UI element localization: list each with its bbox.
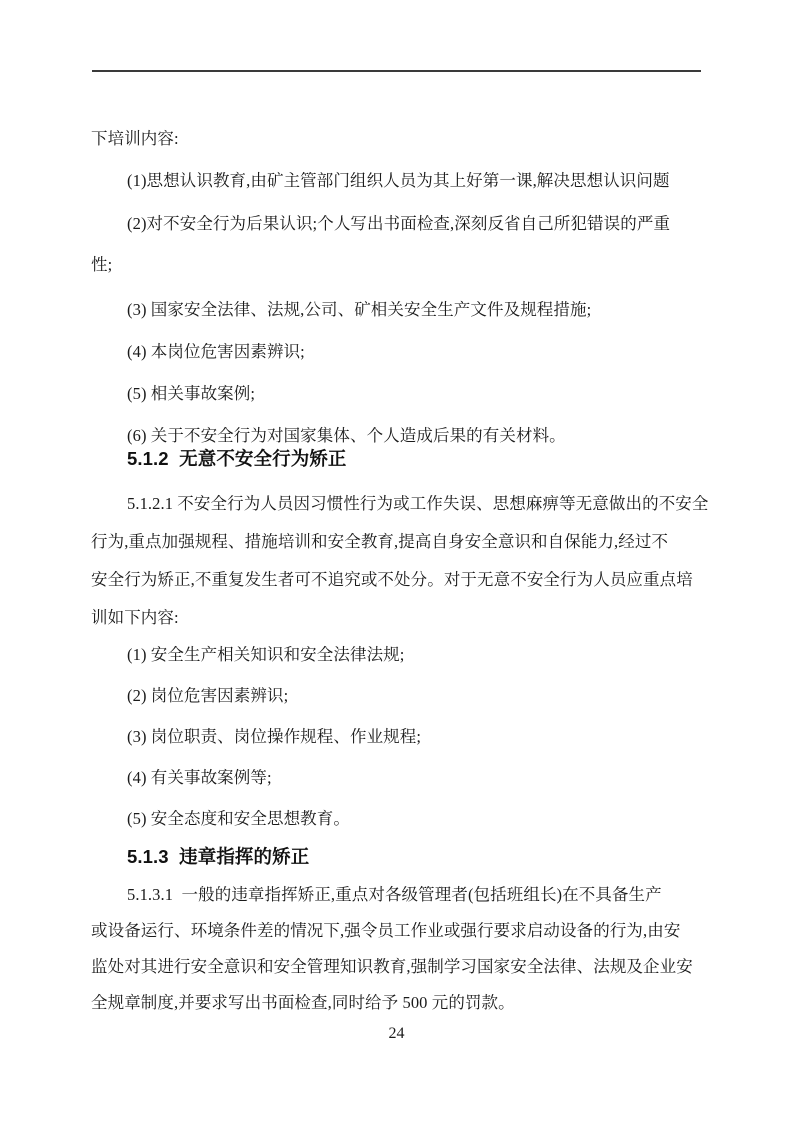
list-item: (3) 岗位职责、岗位操作规程、作业规程; xyxy=(127,727,422,746)
text-line: 行为,重点加强规程、措施培训和安全教育,提高自身安全意识和自保能力,经过不 xyxy=(91,532,669,551)
list-item: (1)思想认识教育,由矿主管部门组织人员为其上好第一课,解决思想认识问题 xyxy=(127,171,670,190)
list-item: (2) 岗位危害因素辨识; xyxy=(127,686,289,705)
text-line: 监处对其进行安全意识和安全管理知识教育,强制学习国家安全法律、法规及企业安 xyxy=(91,957,693,976)
text-line: 下培训内容: xyxy=(91,129,179,148)
list-item: (6) 关于不安全行为对国家集体、个人造成后果的有关材料。 xyxy=(127,426,566,445)
text-line: 5.1.3.1 一般的违章指挥矫正,重点对各级管理者(包括班组长)在不具备生产 xyxy=(127,885,662,904)
text-line: 训如下内容: xyxy=(91,608,179,627)
list-item: (1) 安全生产相关知识和安全法律法规; xyxy=(127,645,405,664)
list-item: (3) 国家安全法律、法规,公司、矿相关安全生产文件及规程措施; xyxy=(127,300,592,319)
list-item: (4) 有关事故案例等; xyxy=(127,768,272,787)
list-item: (4) 本岗位危害因素辨识; xyxy=(127,342,305,361)
list-item: (2)对不安全行为后果认识;个人写出书面检查,深刻反省自己所犯错误的严重 xyxy=(127,214,671,233)
text-line: 或设备运行、环境条件差的情况下,强令员工作业或强行要求启动设备的行为,由安 xyxy=(91,921,681,940)
text-line: 性; xyxy=(91,255,113,274)
list-item: (5) 相关事故案例; xyxy=(127,384,256,403)
text-line: 全规章制度,并要求写出书面检查,同时给予 500 元的罚款。 xyxy=(91,993,515,1012)
text-line: 安全行为矫正,不重复发生者可不追究或不处分。对于无意不安全行为人员应重点培 xyxy=(91,570,693,589)
page-number: 24 xyxy=(388,1025,405,1042)
section-heading-5-1-2: 5.1.2 无意不安全行为矫正 xyxy=(127,448,347,469)
section-heading-5-1-3: 5.1.3 违章指挥的矫正 xyxy=(127,846,310,867)
list-item: (5) 安全态度和安全思想教育。 xyxy=(127,809,350,828)
header-rule xyxy=(92,70,701,72)
text-line: 5.1.2.1 不安全行为人员因习惯性行为或工作失误、思想麻痹等无意做出的不安全 xyxy=(127,494,709,513)
